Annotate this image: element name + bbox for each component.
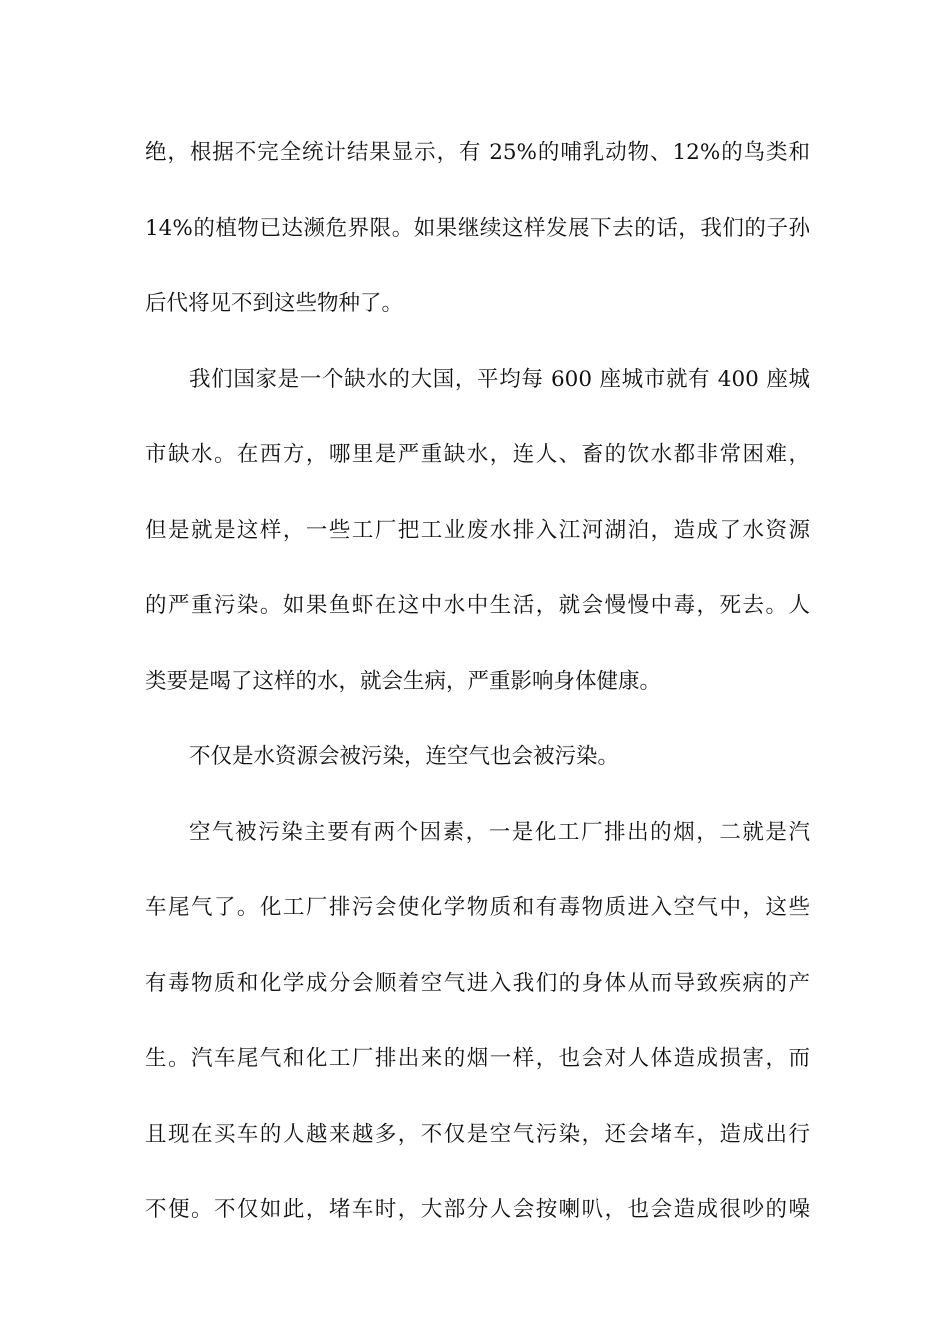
text-line: 类要是喝了这样的水，就会生病，严重影响身体健康。 bbox=[145, 668, 662, 694]
text-line: 不便。不仅如此，堵车时，大部分人会按喇叭，也会造成很吵的噪 bbox=[145, 1197, 810, 1222]
text-line: 生。汽车尾气和化工厂排出来的烟一样，也会对人体造成损害，而 bbox=[145, 1046, 810, 1071]
text-line: 且现在买车的人越来越多，不仅是空气污染，还会堵车，造成出行 bbox=[145, 1121, 810, 1147]
text-line: 但是就是这样，一些工厂把工业废水排入江河湖泊，造成了水资源 bbox=[145, 517, 810, 543]
text-line: 空气被污染主要有两个因素，一是化工厂排出的烟，二就是汽 bbox=[189, 819, 810, 845]
text-line: 有毒物质和化学成分会顺着空气进入我们的身体从而导致疾病的产 bbox=[145, 970, 810, 996]
document-body bbox=[145, 132, 810, 1265]
text-line: 的严重污染。如果鱼虾在这中水中生活，就会慢慢中毒，死去。人 bbox=[145, 593, 810, 618]
text-line: 车尾气了。化工厂排污会使化学物质和有毒物质进入空气中，这些 bbox=[145, 895, 810, 920]
text-line: 不仅是水资源会被污染，连空气也会被污染。 bbox=[189, 744, 620, 769]
text-line: 我们国家是一个缺水的大国，平均每 600 座城市就有 400 座城 bbox=[189, 366, 810, 392]
text-line: 14%的植物已达濒危界限。如果继续这样发展下去的话，我们的子孙 bbox=[145, 215, 810, 241]
text-line: 市缺水。在西方，哪里是严重缺水，连人、畜的饮水都非常困难， bbox=[145, 442, 810, 467]
text-line: 绝，根据不完全统计结果显示，有 25%的哺乳动物、12%的鸟类和 bbox=[145, 140, 810, 165]
text-line: 后代将见不到这些物种了。 bbox=[145, 291, 404, 316]
